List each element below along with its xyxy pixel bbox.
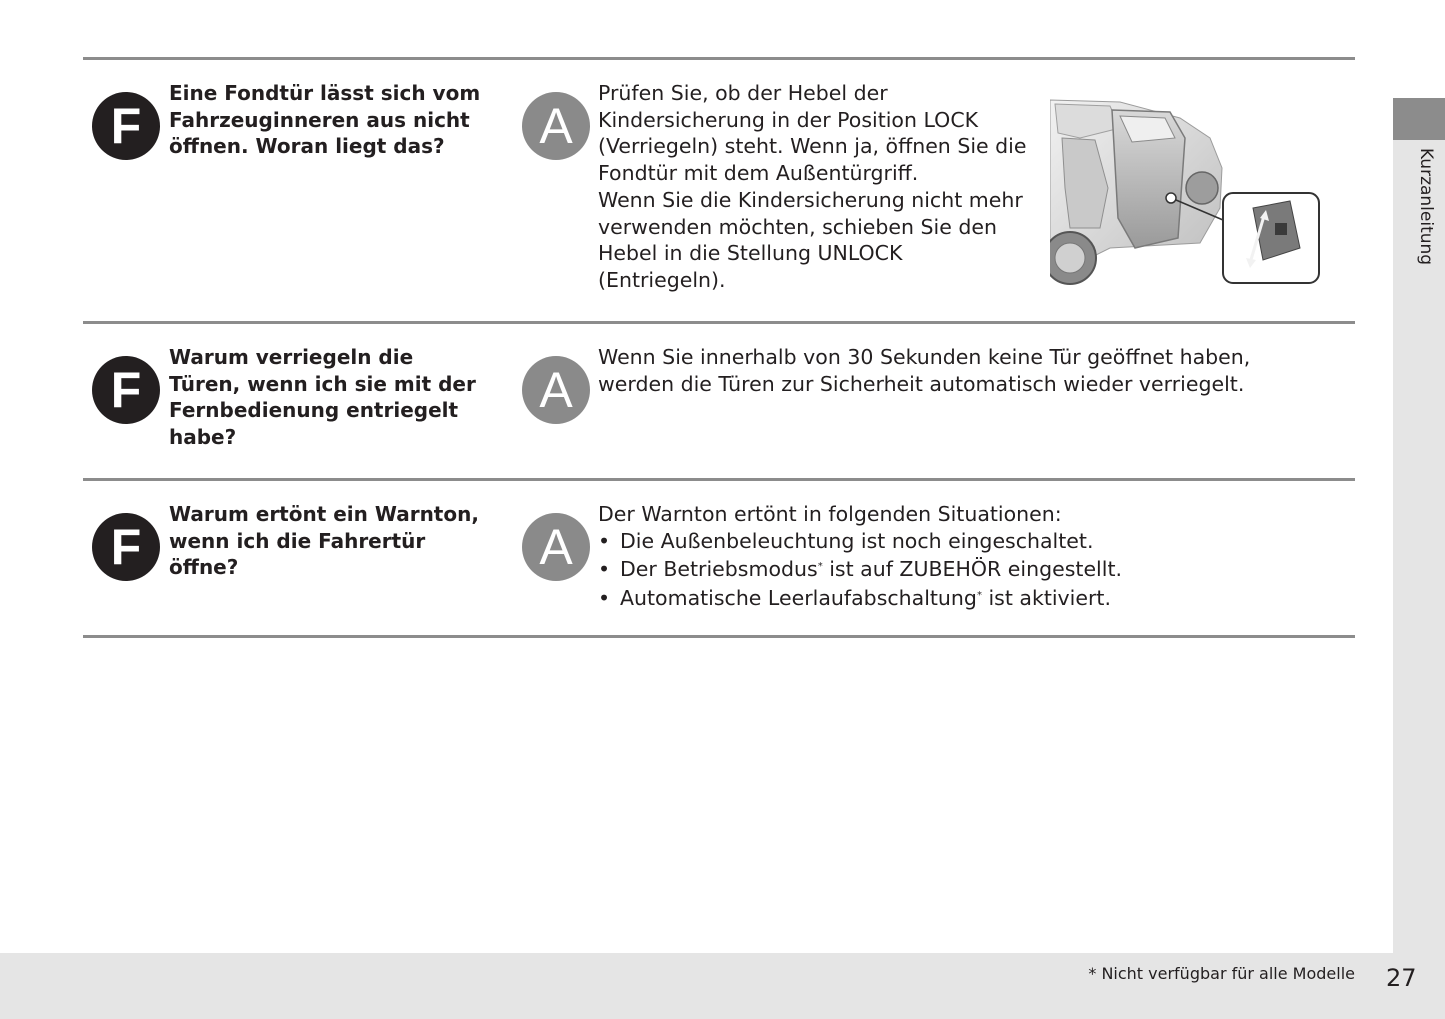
answer-text: Wenn Sie innerhalb von 30 Sekunden keine Tür geöffnet haben, werden die Türen zur Sicherheit automatisch wieder verriegelt. bbox=[598, 345, 1251, 396]
answer-badge: A bbox=[522, 513, 590, 581]
question-badge: F bbox=[92, 92, 160, 160]
question-text: Eine Fondtür lässt sich vom Fahrzeuginneren aus nicht öffnen. Woran liegt das? bbox=[169, 81, 481, 159]
section-divider bbox=[83, 57, 1355, 60]
answer-badge: A bbox=[522, 356, 590, 424]
answer-text: Prüfen Sie, ob der Hebel der Kindersicherung in der Position LOCK (Verriegeln) steht. Wenn ja, öffnen Sie die Fondtür mit dem Außentürgriff. Wenn Sie die Kindersicherung nicht mehr verwenden möchten, schieben Sie den Hebel in die Stellung UNLOCK (Entriegeln). bbox=[598, 81, 1027, 292]
answer-intro: Der Warnton ertönt in folgenden Situationen: bbox=[598, 502, 1062, 526]
bullet-item: • Automatische Leerlaufabschaltung* ist aktiviert. bbox=[598, 586, 1111, 611]
footnote-marker: * bbox=[817, 561, 823, 573]
section-divider bbox=[83, 635, 1355, 638]
footnote-marker: * bbox=[976, 590, 982, 602]
sidebar-label: Kurzanleitung bbox=[1416, 148, 1436, 266]
page-number: 27 bbox=[1386, 964, 1417, 992]
section-divider bbox=[83, 321, 1355, 324]
bullet-item: • Der Betriebsmodus* ist auf ZUBEHÖR eingestellt. bbox=[598, 557, 1122, 582]
answer-badge: A bbox=[522, 92, 590, 160]
answer-text bbox=[598, 501, 1122, 612]
question-badge: F bbox=[92, 513, 160, 581]
section-divider bbox=[83, 478, 1355, 481]
sidebar-tab-marker bbox=[1393, 98, 1445, 140]
footnote: * Nicht verfügbar für alle Modelle bbox=[1088, 964, 1355, 983]
footer-bar bbox=[0, 953, 1445, 1019]
question-text: Warum ertönt ein Warnton, wenn ich die Fahrertür öffne? bbox=[169, 502, 479, 580]
bullet-item: • Die Außenbeleuchtung ist noch eingeschaltet. bbox=[598, 528, 1094, 553]
question-badge: F bbox=[92, 356, 160, 424]
question-text: Warum verriegeln die Türen, wenn ich sie mit der Fernbedienung entriegelt habe? bbox=[169, 345, 476, 450]
child-lock-illustration bbox=[1050, 98, 1322, 288]
